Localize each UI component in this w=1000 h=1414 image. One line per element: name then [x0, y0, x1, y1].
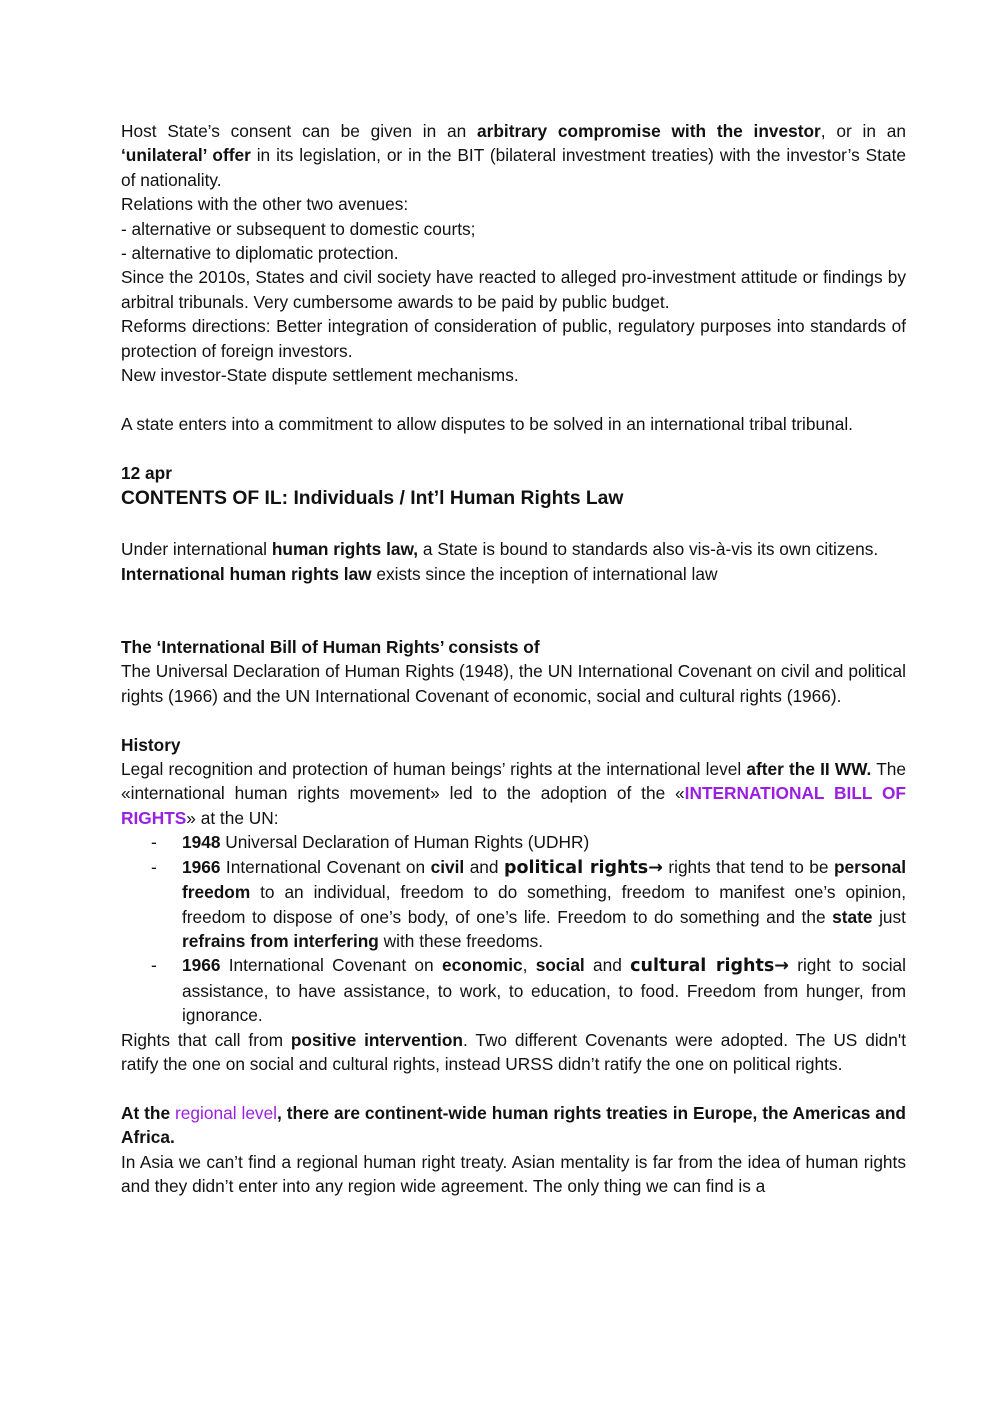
bold-run: after the II WW. — [746, 759, 872, 780]
regional-level-highlight: regional level — [175, 1102, 278, 1123]
text-run: Rights that call from — [121, 1029, 291, 1050]
commitment-paragraph: A state enters into a commitment to allow disputes to be solved in an international tribal tribunal. — [121, 413, 853, 434]
text-run: , or in an — [820, 121, 907, 141]
text-run: a State is bound to standards also vis-à-vis its own citizens. — [418, 539, 879, 560]
list-item: - 1966 International Covenant on economic, social and cultural rights→ right to social assistance, to have assistance, to work, to education, to food. Freedom from hunger, from ignorance. — [151, 955, 907, 1026]
history-paragraph — [121, 757, 906, 830]
bill-heading: The ‘International Bill of Human Rights’ consists of — [121, 637, 540, 658]
relations-item: - alternative to diplomatic protection. — [121, 243, 399, 264]
text-run: » at the UN: — [186, 807, 279, 828]
text-run: in its legislation, or in the BIT (bilateral investment treaties) with the investor’s State of nationality. — [121, 145, 907, 190]
document-page — [121, 119, 906, 1198]
list-item: - 1948 Universal Declaration of Human Rights (UDHR) — [121, 830, 906, 854]
reforms-paragraph: Reforms directions: Better integration of consideration of public, regulatory purposes into standards of protection of foreign investors. — [121, 316, 906, 361]
relations-heading: Relations with the other two avenues: — [121, 194, 409, 215]
hr-law-paragraph — [121, 537, 906, 561]
history-heading: History — [121, 734, 181, 755]
relations-item: - alternative or subsequent to domestic courts; — [121, 218, 476, 239]
list-item: - 1966 International Covenant on civil and political rights→ rights that tend to be personal freedom to an individual, freedom to do something, freedom to manifest one’s opinion, freedom to dispose of one’s body, of one’s life. Freedom to do something and the state just refrains from interfering with these freedoms. — [151, 856, 906, 951]
covenant-list — [121, 830, 906, 1027]
since-2010s-paragraph: Since the 2010s, States and civil society have reacted to alleged pro-investment attitude or findings by arbitral tribunals. Very cumbersome awards to be paid by public budget. — [121, 267, 906, 312]
new-mechanisms-paragraph: New investor-State dispute settlement mechanisms. — [121, 365, 519, 386]
lecture-date: 12 apr — [121, 462, 172, 483]
regional-heading: At the regional level, there are continent-wide human rights treaties in Europe, the Americas and Africa. — [121, 1102, 906, 1148]
text-run: exists since the inception of international law — [371, 563, 718, 584]
consent-paragraph — [121, 119, 906, 192]
text-run: Under international — [121, 539, 272, 560]
dash-bullet: - — [151, 832, 157, 853]
bold-run: human rights law, — [271, 539, 419, 560]
text-run: Legal recognition and protection of human beings’ rights at the international level — [121, 759, 747, 780]
bill-paragraph: The Universal Declaration of Human Rights (1948), the UN International Covenant on civil and political rights (1966) and the UN International Covenant of economic, social and cultural rights (1966). — [121, 661, 906, 706]
bill-of-rights-highlight: INTERNATIONAL BILL OF RIGHTS — [121, 783, 906, 828]
asia-paragraph: In Asia we can’t find a regional human right treaty. Asian mentality is far from the idea of human rights and they didn’t enter into any region wide agreement. The only thing we can find is a — [121, 1151, 906, 1196]
bold-run: International human rights law — [121, 563, 372, 584]
text-run: Host State’s consent can be given in an — [121, 121, 478, 141]
positive-intervention-paragraph — [121, 1028, 906, 1077]
text-run: The «international human rights movement» led to the adoption of the « — [121, 759, 906, 804]
bold-run: ‘unilateral’ offer — [121, 145, 251, 166]
dash-bullet: - — [151, 955, 157, 976]
bold-run: positive intervention — [290, 1029, 463, 1050]
text-run: . Two different Covenants were adopted. The US didn't ratify the one on social and cultural rights, instead URSS didn’t ratify the one on political rights. — [121, 1029, 906, 1074]
hr-law-inception-paragraph — [121, 562, 906, 586]
section-title: CONTENTS OF IL: Individuals / Int’l Human Rights Law — [121, 488, 624, 510]
bold-run: arbitrary compromise with the investor — [477, 121, 821, 141]
dash-bullet: - — [151, 856, 157, 877]
